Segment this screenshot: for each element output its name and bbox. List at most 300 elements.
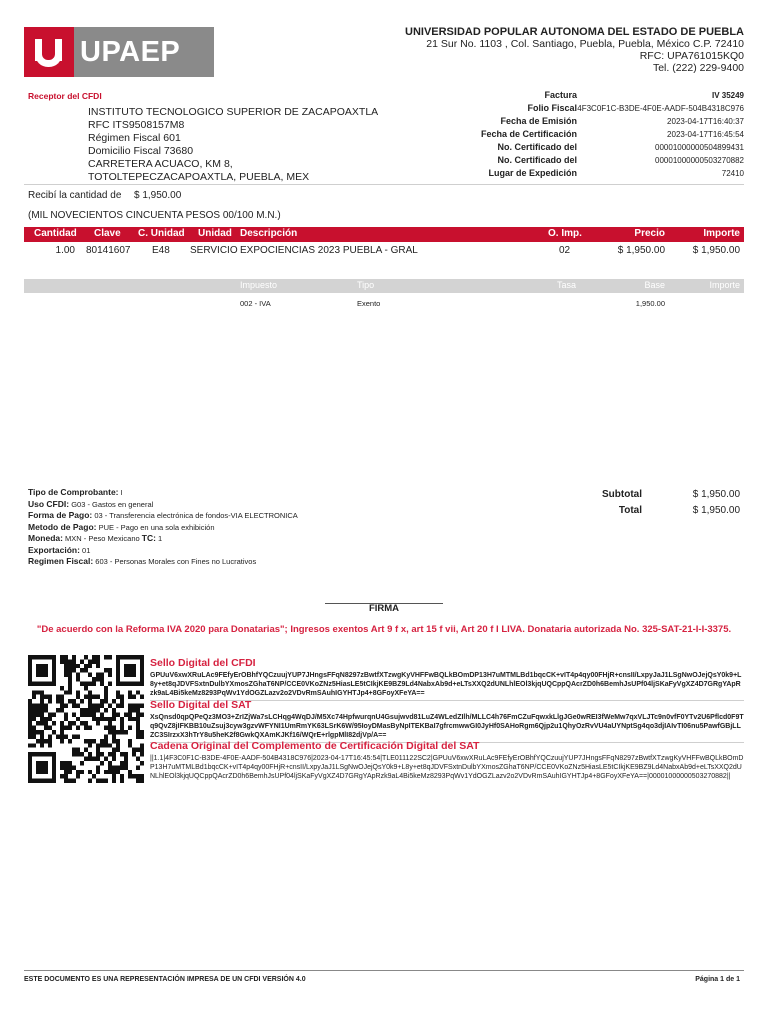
qr-module <box>40 690 44 694</box>
logo-text: UPAEP <box>80 36 181 68</box>
col-clave: Clave <box>94 228 121 239</box>
qr-module <box>128 774 132 778</box>
qr-module <box>72 655 76 659</box>
qr-module <box>64 734 68 738</box>
qr-module <box>104 757 108 761</box>
qr-module <box>140 695 144 699</box>
qr-module <box>44 721 48 725</box>
qr-module <box>32 734 36 738</box>
detail-uso: Uso CFDI: G03 - Gastos en general <box>28 498 154 509</box>
qr-module <box>68 681 72 685</box>
qr-module <box>108 655 112 659</box>
qr-module <box>68 668 72 672</box>
qr-module <box>64 717 68 721</box>
qr-module <box>116 712 120 716</box>
qr-module <box>36 721 40 725</box>
recibi-amount: $ 1,950.00 <box>134 190 182 201</box>
qr-module <box>116 743 120 747</box>
col-oimp: O. Imp. <box>548 228 582 239</box>
receptor-domicilio: Domicilio Fiscal 73680 <box>88 145 194 157</box>
cadena-title: Cadena Original del Complemento de Certificación Digital del SAT <box>150 740 480 752</box>
qr-module <box>60 686 64 690</box>
label-factura: Factura <box>544 90 577 100</box>
qr-module <box>96 677 100 681</box>
qr-module <box>96 704 100 708</box>
qr-module <box>72 712 76 716</box>
qr-module <box>40 734 44 738</box>
qr-module <box>28 730 32 734</box>
qr-module <box>104 690 108 694</box>
qr-module <box>28 704 32 708</box>
invoice-labels <box>440 89 577 180</box>
qr-module <box>120 717 124 721</box>
label-folio: Folio Fiscal <box>527 103 577 113</box>
qr-module <box>32 726 36 730</box>
qr-module <box>116 770 120 774</box>
qr-module <box>36 739 40 743</box>
qr-module <box>36 704 40 708</box>
footer-legend: ESTE DOCUMENTO ES UNA REPRESENTACIÓN IMPRESA DE UN CFDI VERSIÓN 4.0 <box>24 976 306 983</box>
qr-module <box>100 673 104 677</box>
qr-module <box>140 704 144 708</box>
col-tasa: Tasa <box>556 280 576 290</box>
col-tipo: Tipo <box>357 280 375 290</box>
qr-module <box>112 717 116 721</box>
qr-module <box>104 655 108 659</box>
cell-importe: $ 1,950.00 <box>692 245 740 256</box>
cell-cantidad: 1.00 <box>55 245 75 256</box>
qr-module <box>88 757 92 761</box>
qr-module <box>60 655 64 659</box>
qr-module <box>128 726 132 730</box>
qr-module <box>40 730 44 734</box>
qr-module <box>104 739 108 743</box>
qr-module <box>104 708 108 712</box>
qr-module <box>36 690 40 694</box>
qr-module <box>140 752 144 756</box>
qr-module <box>100 779 104 783</box>
qr-module <box>48 699 52 703</box>
qr-module <box>64 774 68 778</box>
qr-module <box>100 761 104 765</box>
qr-module <box>56 734 60 738</box>
qr-module <box>100 717 104 721</box>
qr-module <box>104 695 108 699</box>
cell-precio: $ 1,950.00 <box>617 245 665 256</box>
qr-module <box>76 726 80 730</box>
qr-module <box>92 717 96 721</box>
qr-module <box>116 748 120 752</box>
qr-module <box>96 659 100 663</box>
qr-module <box>32 695 36 699</box>
qr-module <box>68 673 72 677</box>
qr-module <box>92 655 96 659</box>
label-fecha-emision: Fecha de Emisión <box>500 116 577 126</box>
qr-module <box>76 695 80 699</box>
sello-sat-title: Sello Digital del SAT <box>150 699 252 711</box>
qr-module <box>64 659 68 663</box>
page-number: Página 1 de 1 <box>695 976 740 983</box>
qr-module <box>108 765 112 769</box>
qr-module <box>32 717 36 721</box>
detail-tipo: Tipo de Comprobante: I <box>28 487 123 497</box>
qr-module <box>80 668 84 672</box>
subtotal-label: Subtotal <box>602 489 642 500</box>
qr-module <box>104 686 108 690</box>
qr-module <box>92 757 96 761</box>
qr-module <box>96 717 100 721</box>
qr-module <box>80 708 84 712</box>
col-precio: Precio <box>634 228 665 239</box>
col-cantidad: Cantidad <box>34 228 77 239</box>
qr-module <box>64 765 68 769</box>
qr-module <box>128 739 132 743</box>
qr-module <box>40 712 44 716</box>
qr-module <box>132 752 136 756</box>
col-base: Base <box>644 280 665 290</box>
sello-cfdi-title: Sello Digital del CFDI <box>150 657 256 669</box>
qr-module <box>60 734 64 738</box>
subtotal-value: $ 1,950.00 <box>692 489 740 500</box>
qr-module <box>68 686 72 690</box>
qr-module <box>84 668 88 672</box>
qr-module <box>68 664 72 668</box>
qr-module <box>88 690 92 694</box>
qr-module <box>136 734 140 738</box>
qr-module <box>136 774 140 778</box>
cadena-value: ||1.1|4F3C0F1C-B3DE-4F0E-AADF-504B4318C976|2023-04-17T16:45:54|TLE011122SC2|GPUuV6xwXRuLAc9FEfyErOBhfYQCzuujYUP7JHngsFFqN8297zBwtfXTzwgKyVHFFwBQLkBOmDP13H7uMTMLBd1bqcCK+vIT4p4qy00FHjR+cnsII/LxpyJaJ1LSgNwOJejQsY0k9+L8y+et8qJDVFSxtnDulbYXmosZGhaT6NP/CCE0VKoZNz5HiasLE5tCIkjKE9BZ9Ld4NabxAb9d+eLTsXXQ2dUNLhlEOl3kjqUQCppQAcrZD0h6BemhJsUPf04ljSKaFyVgXZ4D7GRgYApRzk9aL4Bi5keMz8293PqWv1YdOGZLazv2o2VDvRmSAuhIGYHTJp4+8GFoyXFeYA==|00001000000503270882|| <box>150 755 744 780</box>
qr-module <box>72 721 76 725</box>
qr-module <box>84 708 88 712</box>
qr-module <box>104 770 108 774</box>
qr-module <box>140 730 144 734</box>
cadena-section <box>150 740 744 781</box>
qr-module <box>84 726 88 730</box>
qr-module <box>80 721 84 725</box>
qr-module <box>72 659 76 663</box>
qr-module <box>40 708 44 712</box>
logo-u-mark <box>24 27 74 77</box>
qr-module <box>28 699 32 703</box>
qr-module <box>80 659 84 663</box>
qr-module <box>64 673 68 677</box>
donataria-note: "De acuerdo con la Reforma IVA 2020 para Donatarias"; Ingresos exentos Art 9 f x, art 15 f vii, Art 20 f I LIVA. Donataria autorizada No. 325-SAT-21-I-I-3375. <box>36 624 732 635</box>
divider <box>24 184 744 185</box>
qr-module <box>124 752 128 756</box>
qr-module <box>136 726 140 730</box>
qr-module <box>96 708 100 712</box>
qr-module <box>100 743 104 747</box>
detail-moneda: Moneda: MXN - Peso Mexicano TC: 1 <box>28 533 163 543</box>
qr-module <box>92 712 96 716</box>
qr-module <box>136 712 140 716</box>
qr-module <box>96 664 100 668</box>
qr-module <box>120 752 124 756</box>
qr-module <box>84 721 88 725</box>
cell-tipo: Exento <box>357 299 381 308</box>
qr-module <box>124 765 128 769</box>
qr-module <box>72 748 76 752</box>
qr-module <box>88 726 92 730</box>
qr-module <box>64 712 68 716</box>
qr-module <box>112 699 116 703</box>
qr-module <box>104 734 108 738</box>
qr-module <box>84 712 88 716</box>
qr-module <box>140 712 144 716</box>
qr-module <box>140 734 144 738</box>
detail-regimen: Regimen Fiscal: 603 - Personas Morales con Fines no Lucrativos <box>28 556 257 566</box>
qr-module <box>96 743 100 747</box>
qr-module <box>44 704 48 708</box>
qr-module <box>60 726 64 730</box>
issuer-rfc: RFC: UPA761015KQ0 <box>639 50 744 62</box>
qr-module <box>112 739 116 743</box>
qr-module <box>116 730 120 734</box>
qr-module <box>132 704 136 708</box>
qr-module <box>56 699 60 703</box>
qr-module <box>72 699 76 703</box>
qr-module <box>76 748 80 752</box>
qr-module <box>76 673 80 677</box>
qr-module <box>32 690 36 694</box>
qr-module <box>72 734 76 738</box>
qr-module <box>108 704 112 708</box>
qr-module <box>88 712 92 716</box>
qr-module <box>68 721 72 725</box>
sello-cfdi-value: GPUuV6xwXRuLAc9FEfyErOBhfYQCzuujYUP7JHngsFFqN8297zBwtfXTzwgKyVHFFwBQLkBOmDP13H7uMTMLBd1bqcCK+vIT4p4qy00FHjR+cnsII/LxpyJaJ1LSgNwOJejQsY0k9+L8y+et8qJDVFSxtnDulbYXmosZGhaT6NP/CCE0VKoZNz5HiasLE5tCIkjKE9BZ9Ld4NabxAb9d+eLTsXXQ2dUNLhlEOl3kjqUQCppQAcrZD0h6BemhJsUPf04ljSKaFyVgXZ4D7GRgYApRzk9aL4Bi5keMz8293PqWv1YdOGZLazv2o2VDvRmSAuhIGYHTJp4+8GFoyXFeYA== <box>150 672 742 697</box>
qr-module <box>108 761 112 765</box>
detail-exportacion: Exportación: 01 <box>28 544 91 555</box>
detail-forma: Forma de Pago: 03 - Transferencia electrónica de fondos-VIA ELECTRONICA <box>28 510 298 520</box>
taxes-header <box>24 279 744 293</box>
qr-module <box>40 721 44 725</box>
total-value: $ 1,950.00 <box>692 505 740 516</box>
qr-module <box>64 779 68 783</box>
qr-module <box>108 726 112 730</box>
cell-unidad: SERVICIO <box>190 245 238 256</box>
qr-module <box>108 681 112 685</box>
qr-module <box>128 743 132 747</box>
qr-module <box>84 686 88 690</box>
qr-module <box>44 726 48 730</box>
qr-module <box>88 770 92 774</box>
qr-module <box>96 721 100 725</box>
total-label: Total <box>618 505 642 516</box>
qr-module <box>72 752 76 756</box>
qr-module <box>96 757 100 761</box>
qr-module <box>136 730 140 734</box>
qr-module <box>72 664 76 668</box>
qr-module <box>132 774 136 778</box>
qr-module <box>52 730 56 734</box>
qr-module <box>72 704 76 708</box>
qr-module <box>68 699 72 703</box>
qr-module <box>112 726 116 730</box>
invoice-values <box>577 89 744 180</box>
qr-module <box>40 739 44 743</box>
qr-module <box>28 717 32 721</box>
qr-module <box>112 765 116 769</box>
qr-module <box>92 774 96 778</box>
qr-module <box>76 752 80 756</box>
issuer-phone: Tel. (222) 229-9400 <box>652 62 744 74</box>
qr-module <box>64 664 68 668</box>
qr-module <box>80 712 84 716</box>
qr-module <box>64 668 68 672</box>
qr-module <box>32 712 36 716</box>
qr-module <box>92 708 96 712</box>
qr-module <box>28 712 32 716</box>
concepts-header <box>24 227 744 242</box>
qr-module <box>128 704 132 708</box>
upaep-logo <box>24 27 214 77</box>
qr-module <box>120 721 124 725</box>
qr-module <box>68 761 72 765</box>
amount-in-words: (MIL NOVECIENTOS CINCUENTA PESOS 00/100 M.N.) <box>28 210 281 221</box>
qr-module <box>108 743 112 747</box>
qr-module <box>48 734 52 738</box>
receptor-rfc: RFC ITS9508157M8 <box>88 119 185 131</box>
qr-module <box>92 659 96 663</box>
qr-module <box>40 717 44 721</box>
qr-module <box>64 690 68 694</box>
cfdi-details <box>28 487 298 568</box>
qr-module <box>88 664 92 668</box>
qr-module <box>60 699 64 703</box>
totals-labels <box>560 487 642 519</box>
qr-module <box>100 677 104 681</box>
detail-metodo: Metodo de Pago: PUE - Pago en una sola exhibición <box>28 521 215 532</box>
qr-module <box>72 668 76 672</box>
issuer-header <box>405 26 744 74</box>
qr-module <box>112 712 116 716</box>
table-row <box>24 244 744 259</box>
qr-module <box>48 726 52 730</box>
qr-module <box>68 690 72 694</box>
qr-module <box>68 659 72 663</box>
qr-module <box>120 695 124 699</box>
qr-module <box>96 748 100 752</box>
qr-module <box>128 717 132 721</box>
issuer-name: UNIVERSIDAD POPULAR AUTONOMA DEL ESTADO DE PUEBLA <box>405 26 744 38</box>
sello-cfdi-section <box>150 657 744 701</box>
qr-module <box>32 708 36 712</box>
qr-module <box>44 695 48 699</box>
qr-module <box>28 734 32 738</box>
qr-module <box>108 717 112 721</box>
qr-module <box>64 704 68 708</box>
col-tax-importe: Importe <box>709 280 740 290</box>
receptor-label: Receptor del CFDI <box>28 91 102 101</box>
qr-module <box>88 739 92 743</box>
qr-module <box>40 704 44 708</box>
qr-code <box>28 655 144 783</box>
qr-module <box>68 677 72 681</box>
qr-module <box>120 704 124 708</box>
qr-module <box>112 730 116 734</box>
qr-module <box>60 739 64 743</box>
qr-module <box>56 695 60 699</box>
qr-module <box>100 699 104 703</box>
footer-divider <box>24 970 744 971</box>
qr-module <box>56 708 60 712</box>
qr-module <box>120 774 124 778</box>
cell-descripcion: EXPOCIENCIAS 2023 PUEBLA - GRAL <box>240 245 418 256</box>
col-importe: Importe <box>703 228 740 239</box>
qr-module <box>120 765 124 769</box>
qr-module <box>80 770 84 774</box>
qr-module <box>28 721 32 725</box>
qr-module <box>48 717 52 721</box>
qr-module <box>64 761 68 765</box>
qr-module <box>84 739 88 743</box>
qr-module <box>76 690 80 694</box>
qr-module <box>72 779 76 783</box>
qr-module <box>132 717 136 721</box>
receptor-block <box>88 106 378 184</box>
qr-module <box>128 690 132 694</box>
qr-module <box>112 748 116 752</box>
qr-module <box>96 770 100 774</box>
table-row <box>24 298 744 310</box>
qr-module <box>40 695 44 699</box>
qr-module <box>108 752 112 756</box>
value-cert-sat: 00001000000503270882 <box>655 156 744 165</box>
value-fecha-emision: 2023-04-17T16:40:37 <box>667 117 744 126</box>
qr-module <box>128 708 132 712</box>
qr-module <box>104 743 108 747</box>
qr-module <box>116 690 120 694</box>
qr-module <box>80 681 84 685</box>
qr-module <box>48 695 52 699</box>
qr-module <box>136 757 140 761</box>
recibi-label: Recibí la cantidad de <box>28 190 122 201</box>
cell-clave: 80141607 <box>86 245 131 256</box>
qr-module <box>92 739 96 743</box>
qr-module <box>108 668 112 672</box>
qr-module <box>92 695 96 699</box>
qr-module <box>68 739 72 743</box>
qr-module <box>80 761 84 765</box>
value-fecha-certificacion: 2023-04-17T16:45:54 <box>667 130 744 139</box>
cell-oimp: 02 <box>559 245 571 256</box>
qr-module <box>84 695 88 699</box>
qr-module <box>84 655 88 659</box>
qr-module <box>112 708 116 712</box>
qr-module <box>128 695 132 699</box>
qr-module <box>136 704 140 708</box>
qr-module <box>28 726 32 730</box>
label-lugar: Lugar de Expedición <box>488 168 577 178</box>
qr-module <box>32 743 36 747</box>
qr-module <box>136 765 140 769</box>
qr-module <box>108 730 112 734</box>
qr-module <box>60 704 64 708</box>
qr-module <box>36 730 40 734</box>
qr-module <box>44 717 48 721</box>
qr-module <box>80 752 84 756</box>
qr-module <box>112 774 116 778</box>
qr-module <box>76 704 80 708</box>
qr-module <box>120 779 124 783</box>
sello-sat-value: XsQnsd0qpQPeQz3MO3+ZrIZjWa7sLCHqg4WqDJ/M5Xc74HpfwurqnU4Gsujwvd81LuZ4WLedZIlh/MLLC4h76FmCZuFqwxkLlgJGe0wREI3fWeMw7qxVLJTc9n0vfF0YTv2U6Pflcd0F9Tq9QvZ8jIFKBB10uZsuj3cyw3gzvWFYNI1UmRmYK63LSrK6W/95IoyDMasByNpITEKBaI7gfrcmwwGI0JyHf0SAHoRgm6Qjp2u1QhyOzRvVU4aUYNptSg4qo3djIAIvTI06nu5PawfGBjLLZC3SIrzxX3hTrY8u5heK2f8GwkQXAmKJKf16/WQrE+rlgpMlI82djVp/A== <box>150 714 744 739</box>
qr-module <box>68 726 72 730</box>
value-folio: 4F3C0F1C-B3DE-4F0E-AADF-504B4318C976 <box>577 104 744 113</box>
qr-module <box>48 739 52 743</box>
qr-module <box>116 695 120 699</box>
qr-module <box>136 708 140 712</box>
qr-module <box>84 757 88 761</box>
